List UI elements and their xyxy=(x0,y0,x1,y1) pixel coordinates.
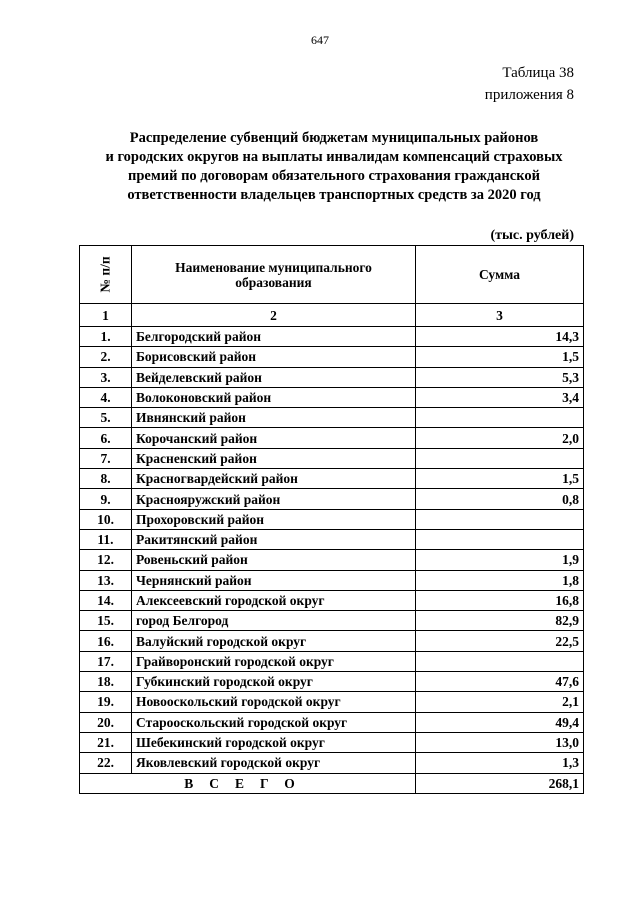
municipality-name: Новооскольский городской округ xyxy=(132,692,416,712)
row-number: 16. xyxy=(80,631,132,651)
amount: 13,0 xyxy=(416,732,584,752)
table-row xyxy=(80,570,584,590)
amount: 5,3 xyxy=(416,367,584,387)
column-index-row xyxy=(80,304,584,327)
table-row xyxy=(80,347,584,367)
municipality-name: Алексеевский городской округ xyxy=(132,590,416,610)
table-row xyxy=(80,590,584,610)
municipality-name: Губкинский городской округ xyxy=(132,672,416,692)
title-line: Распределение субвенций бюджетам муниципальных районов xyxy=(129,130,539,146)
municipality-name: Шебекинский городской округ xyxy=(132,732,416,752)
row-number: 11. xyxy=(80,529,132,549)
municipality-name: Красненский район xyxy=(132,448,416,468)
row-number: 10. xyxy=(80,509,132,529)
row-number: 2. xyxy=(80,347,132,367)
document-title xyxy=(85,129,583,205)
row-number: 12. xyxy=(80,550,132,570)
municipality-name: Яковлевский городской округ xyxy=(132,753,416,773)
municipality-name: Корочанский район xyxy=(132,428,416,448)
table-row xyxy=(80,672,584,692)
row-number: 6. xyxy=(80,428,132,448)
table-row xyxy=(80,529,584,549)
municipality-name: город Белгород xyxy=(132,611,416,631)
appendix-number: приложения 8 xyxy=(484,87,574,103)
header-row xyxy=(80,246,584,304)
table-row xyxy=(80,469,584,489)
table-row xyxy=(80,712,584,732)
page-number: 647 xyxy=(311,33,329,47)
row-number: 1. xyxy=(80,327,132,347)
amount: 22,5 xyxy=(416,631,584,651)
title-line: премий по договорам обязательного страхования гражданской xyxy=(128,168,540,184)
amount: 0,8 xyxy=(416,489,584,509)
table-row xyxy=(80,692,584,712)
municipality-name: Ракитянский район xyxy=(132,529,416,549)
amount: 1,5 xyxy=(416,347,584,367)
total-amount: 268,1 xyxy=(416,773,584,793)
row-number: 20. xyxy=(80,712,132,732)
header-sum: Сумма xyxy=(416,246,584,304)
municipality-name: Ровеньский район xyxy=(132,550,416,570)
amount xyxy=(416,448,584,468)
amount xyxy=(416,509,584,529)
header-name: Наименование муниципального образования xyxy=(132,246,416,304)
amount: 1,9 xyxy=(416,550,584,570)
amount: 47,6 xyxy=(416,672,584,692)
table-row xyxy=(80,327,584,347)
municipality-name: Белгородский район xyxy=(132,327,416,347)
municipality-name: Прохоровский район xyxy=(132,509,416,529)
row-number: 15. xyxy=(80,611,132,631)
amount: 1,5 xyxy=(416,469,584,489)
table-row xyxy=(80,631,584,651)
table-row xyxy=(80,732,584,752)
amount: 49,4 xyxy=(416,712,584,732)
subsidy-table xyxy=(79,245,584,794)
table-number: Таблица 38 xyxy=(502,65,574,81)
table-row xyxy=(80,408,584,428)
table-row xyxy=(80,448,584,468)
row-number: 3. xyxy=(80,367,132,387)
row-number: 21. xyxy=(80,732,132,752)
table-row xyxy=(80,387,584,407)
municipality-name: Грайворонский городской округ xyxy=(132,651,416,671)
row-number: 13. xyxy=(80,570,132,590)
municipality-name: Краснояружский район xyxy=(132,489,416,509)
municipality-name: Волоконовский район xyxy=(132,387,416,407)
row-number: 19. xyxy=(80,692,132,712)
row-number: 14. xyxy=(80,590,132,610)
table-row xyxy=(80,509,584,529)
column-index: 3 xyxy=(416,304,584,327)
units-label: (тыс. рублей) xyxy=(490,228,574,243)
table-row xyxy=(80,753,584,773)
row-number: 22. xyxy=(80,753,132,773)
municipality-name: Вейделевский район xyxy=(132,367,416,387)
row-number: 4. xyxy=(80,387,132,407)
title-line: ответственности владельцев транспортных средств за 2020 год xyxy=(127,187,541,203)
row-number: 17. xyxy=(80,651,132,671)
amount xyxy=(416,408,584,428)
table-row xyxy=(80,428,584,448)
amount: 3,4 xyxy=(416,387,584,407)
table-row xyxy=(80,651,584,671)
total-row xyxy=(80,773,584,793)
municipality-name: Борисовский район xyxy=(132,347,416,367)
amount: 14,3 xyxy=(416,327,584,347)
table-reference xyxy=(485,62,574,106)
column-index: 2 xyxy=(132,304,416,327)
row-number: 5. xyxy=(80,408,132,428)
amount xyxy=(416,529,584,549)
table-row xyxy=(80,550,584,570)
amount: 16,8 xyxy=(416,590,584,610)
row-number: 8. xyxy=(80,469,132,489)
header-number: № п/п xyxy=(80,246,132,304)
total-label: ВСЕГО xyxy=(80,773,416,793)
amount: 2,1 xyxy=(416,692,584,712)
amount: 1,8 xyxy=(416,570,584,590)
municipality-name: Чернянский район xyxy=(132,570,416,590)
table-row xyxy=(80,489,584,509)
row-number: 9. xyxy=(80,489,132,509)
amount: 2,0 xyxy=(416,428,584,448)
column-index: 1 xyxy=(80,304,132,327)
municipality-name: Красногвардейский район xyxy=(132,469,416,489)
table-row xyxy=(80,611,584,631)
municipality-name: Старооскольский городской округ xyxy=(132,712,416,732)
amount xyxy=(416,651,584,671)
municipality-name: Ивнянский район xyxy=(132,408,416,428)
row-number: 18. xyxy=(80,672,132,692)
amount: 82,9 xyxy=(416,611,584,631)
row-number: 7. xyxy=(80,448,132,468)
title-line: и городских округов на выплаты инвалидам компенсаций страховых xyxy=(105,149,563,165)
municipality-name: Валуйский городской округ xyxy=(132,631,416,651)
amount: 1,3 xyxy=(416,753,584,773)
table-row xyxy=(80,367,584,387)
